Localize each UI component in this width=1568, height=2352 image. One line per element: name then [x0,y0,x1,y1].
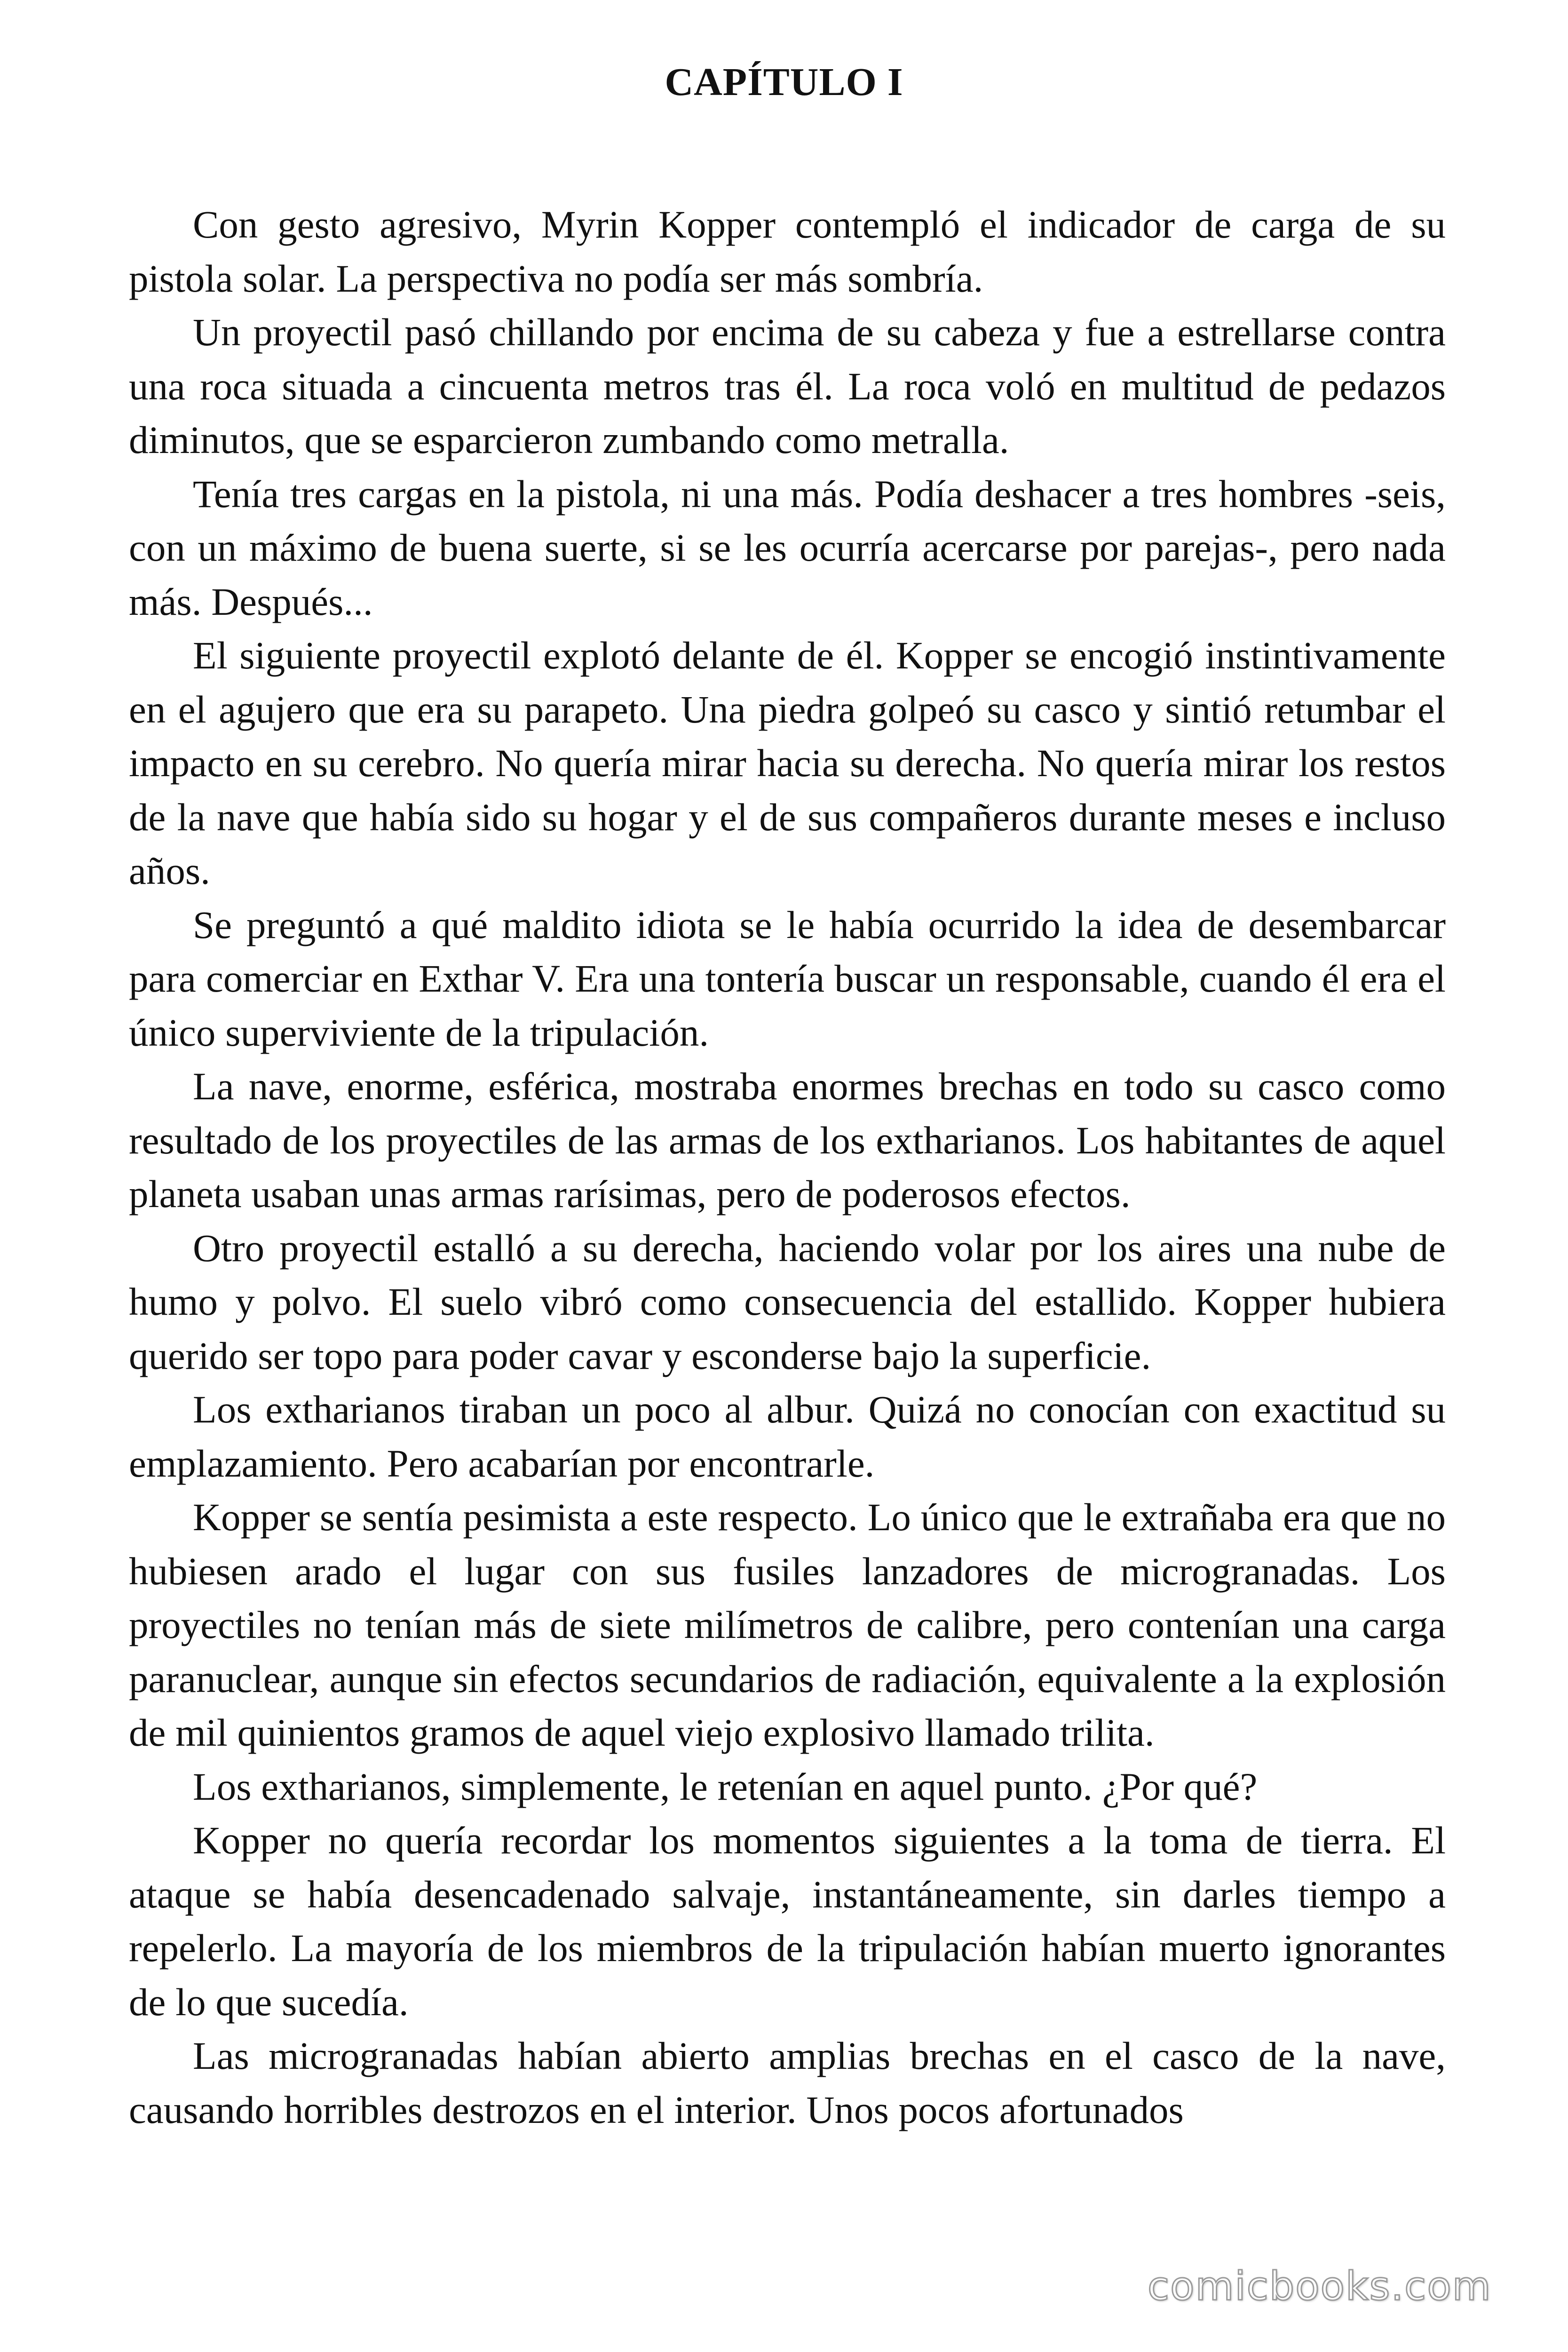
paragraph-3: Tenía tres cargas en la pistola, ni una más. Podía deshacer a tres hombres -seis, con un máximo de buena suerte, si se les ocurría acercarse por parejas-, pero nada más. Después... [129,472,1446,623]
paragraph-12: Las microgranadas habían abierto amplias brechas en el casco de la nave, causando horribles destrozos en el interior. Unos pocos afortunados [129,2034,1446,2131]
paragraph-6: La nave, enorme, esférica, mostraba enormes brechas en todo su casco como resultado de los proyectiles de las armas de los extharianos. Los habitantes de aquel planeta usaban unas armas rarísimas, pero de poderosos efectos. [129,1065,1446,1216]
chapter-title: CAPÍTULO I [665,60,903,104]
paragraph-4: El siguiente proyectil explotó delante de él. Kopper se encogió instintivamente en el agujero que era su parapeto. Una piedra golpeó su casco y sintió retumbar el impacto en su cerebro. No quería mirar hacia su derecha. No quería mirar los restos de la nave que había sido su hogar y el de sus compañeros durante meses e incluso años. [129,634,1446,892]
paragraph-11: Kopper no quería recordar los momentos siguientes a la toma de tierra. El ataque se había desencadenado salvaje, instantáneamente, sin darles tiempo a repelerlo. La mayoría de los miembros de la tripulación habían muerto ignorantes de lo que sucedía. [129,1819,1446,2024]
paragraph-5: Se preguntó a qué maldito idiota se le había ocurrido la idea de desembarcar para comerciar en Exthar V. Era una tontería buscar un responsable, cuando él era el único superviviente de la tripulación. [129,903,1446,1054]
paragraph-8: Los extharianos tiraban un poco al albur. Quizá no conocían con exactitud su emplazamiento. Pero acabarían por encontrarle. [129,1388,1446,1485]
watermark: comicbooks.com [1148,2263,1492,2309]
paragraph-9: Kopper se sentía pesimista a este respecto. Lo único que le extrañaba era que no hubiesen arado el lugar con sus fusiles lanzadores de microgranadas. Los proyectiles no tenían más de siete milímetros de calibre, pero contenían una carga paranuclear, aunque sin efectos secundarios de radiación, equivalente a la explosión de mil quinientos gramos de aquel viejo explosivo llamado trilita. [129,1495,1446,1754]
paragraph-10: Los extharianos, simplemente, le retenían en aquel punto. ¿Por qué? [193,1764,1258,1808]
chapter-body [129,198,1446,2137]
paragraph-7: Otro proyectil estalló a su derecha, haciendo volar por los aires una nube de humo y polvo. El suelo vibró como consecuencia del estallido. Kopper hubiera querido ser topo para poder cavar y esconderse bajo la superficie. [129,1226,1446,1377]
paragraph-1: Con gesto agresivo, Myrin Kopper contempló el indicador de carga de su pistola solar. La perspectiva no podía ser más sombría. [129,203,1446,300]
paragraph-2: Un proyectil pasó chillando por encima de su cabeza y fue a estrellarse contra una roca situada a cincuenta metros tras él. La roca voló en multitud de pedazos diminutos, que se esparcieron zumbando como metralla. [129,310,1446,461]
